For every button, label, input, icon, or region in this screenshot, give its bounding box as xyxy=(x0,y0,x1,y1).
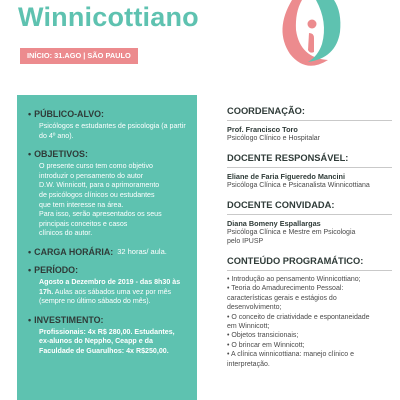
conteudo-list xyxy=(227,275,399,369)
objetivos-section xyxy=(28,149,187,239)
convidada-role: pelo IPUSP xyxy=(227,238,264,245)
coordenacao-section xyxy=(227,106,399,143)
convidada-heading: DOCENTE CONVIDADA: xyxy=(227,200,335,210)
carga-horaria-heading: CARGA HORÁRIA: xyxy=(34,246,114,257)
publico-alvo-heading: PÚBLICO-ALVO: xyxy=(34,109,104,119)
course-title: Winnicottiano xyxy=(18,2,199,32)
objetivos-heading: OBJETIVOS: xyxy=(34,149,88,160)
periodo-text: Agosto a Dezembro de 2019 - das 8h30 às 17h. Aulas aos sábados uma vez por mês (sempre no último sábado do mês). xyxy=(39,277,181,306)
bullet-icon: • xyxy=(28,109,32,119)
list-item: • A clínica winnicottiana: manejo clínico e xyxy=(227,351,354,359)
publico-alvo-text: Psicólogos e estudantes de psicologia (a partir do 4º ano). xyxy=(39,122,186,140)
convidada-section xyxy=(227,200,399,246)
coordenador-role: Psicólogo Clínico e Hospitalar xyxy=(227,135,320,142)
periodo-heading: PERÍODO: xyxy=(34,264,79,275)
docente-heading: DOCENTE RESPONSÁVEL: xyxy=(227,153,349,163)
carga-horaria-value: 32 horas/ aula. xyxy=(117,247,167,257)
carga-horaria-section xyxy=(28,247,187,257)
list-item: desenvolvimento; xyxy=(227,304,282,312)
faculty-column xyxy=(227,106,399,379)
docente-section xyxy=(227,153,399,190)
docente-name: Eliane de Faria Figueredo Mancini xyxy=(227,172,345,181)
divider xyxy=(227,270,392,271)
divider xyxy=(227,167,392,168)
bullet-icon: • xyxy=(28,314,32,325)
coordenacao-heading: COORDENAÇÃO: xyxy=(227,106,305,116)
conteudo-section xyxy=(227,256,399,369)
docente-role: Psicóloga Clínica e Psicanalista Winnicottiana xyxy=(227,182,370,189)
list-item: • O brincar em Winnicott; xyxy=(227,341,305,349)
divider xyxy=(227,214,392,215)
list-item: • Introdução ao pensamento Winnicottiano; xyxy=(227,276,361,283)
institution-logo xyxy=(262,0,352,76)
bullet-icon: • xyxy=(28,264,32,275)
convidada-role: Psicóloga Clínica e Mestre em Psicologia xyxy=(227,229,356,236)
course-info-panel xyxy=(17,95,197,400)
list-item: • Objetos transicionais; xyxy=(227,332,299,340)
bullet-icon: • xyxy=(28,246,32,257)
list-item: características gerais e estágios do xyxy=(227,294,337,302)
objetivos-text: O presente curso tem como objetivo introduzir o pensamento do autor D.W. Winnicott, para o aprimoramento de psicólogos clínicos ou estudantes que tem interesse na área. Para isso, serão apresentados os seus principais conceitos e casos clínicos do autor. xyxy=(39,162,162,238)
list-item: interpretação. xyxy=(227,360,270,368)
list-item: em Winnicott; xyxy=(227,323,270,331)
investimento-heading: INVESTIMENTO: xyxy=(34,314,104,325)
divider xyxy=(227,120,392,121)
convidada-name: Diana Bomeny Espallargas xyxy=(227,219,321,228)
list-item: • Teoria do Amadurecimento Pessoal: xyxy=(227,285,344,293)
conteudo-heading: CONTEÚDO PROGRAMÁTICO: xyxy=(227,256,364,266)
publico-alvo-section xyxy=(28,109,187,141)
bullet-icon: • xyxy=(28,149,32,160)
investimento-text: Profissionais: 4x R$ 280,00. Estudantes, ex-alunos do Neppho, Ceapp e da Faculdade de Guarulhos: 4x R$250,00. xyxy=(39,327,175,355)
coordenador-name: Prof. Francisco Toro xyxy=(227,125,298,134)
start-date-badge: INÍCIO: 31.AGO | SÃO PAULO xyxy=(20,48,138,64)
list-item: • O conceito de criatividade e espontaneidade xyxy=(227,313,370,321)
periodo-section xyxy=(28,265,187,307)
investimento-section xyxy=(28,315,187,357)
